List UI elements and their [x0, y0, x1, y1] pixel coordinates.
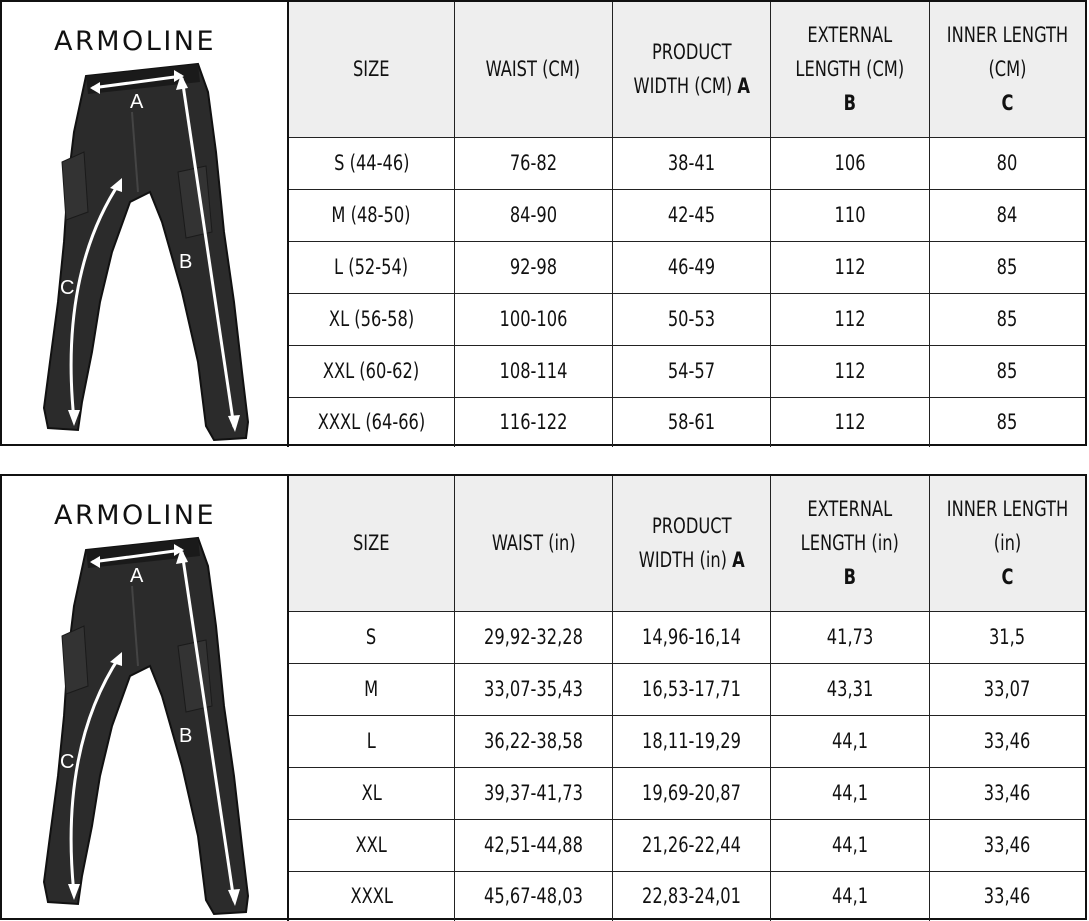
- cell-waist: 42,51-44,88: [454, 819, 612, 871]
- cell-inner: 85: [930, 241, 1085, 293]
- cell-external: 44,1: [771, 819, 930, 871]
- cell-external: 112: [771, 241, 930, 293]
- cell-waist: 116-122: [454, 397, 612, 447]
- pants-image: [2, 2, 287, 444]
- cell-external: 44,1: [771, 871, 930, 921]
- size-chart-cm: [0, 0, 1087, 446]
- product-illustration-panel: [2, 476, 287, 918]
- cell-external: 106: [771, 137, 930, 189]
- table-header-row: [288, 476, 1085, 611]
- cell-size: XXL (60-62): [288, 345, 454, 397]
- label-b: B: [179, 725, 193, 747]
- cell-width: 21,26-22,44: [612, 819, 771, 871]
- cell-inner: 33,07: [930, 663, 1085, 715]
- cell-external: 112: [771, 293, 930, 345]
- header-external-length: EXTERNAL LENGTH (in) B: [771, 476, 930, 611]
- brand-logo: ARMOLINE: [54, 26, 217, 57]
- table-row: [288, 871, 1085, 921]
- table-row: [288, 137, 1085, 189]
- cell-size: S: [288, 611, 454, 663]
- cell-inner: 80: [930, 137, 1085, 189]
- cell-external: 112: [771, 345, 930, 397]
- cell-external: 44,1: [771, 715, 930, 767]
- header-waist: WAIST (CM): [454, 2, 612, 137]
- header-size: SIZE: [288, 2, 454, 137]
- product-illustration-panel: [2, 2, 287, 444]
- label-a: A: [130, 91, 144, 113]
- cell-inner: 33,46: [930, 871, 1085, 921]
- header-product-width: PRODUCT WIDTH (in) A: [612, 476, 771, 611]
- header-size: SIZE: [288, 476, 454, 611]
- cell-width: 38-41: [612, 137, 771, 189]
- table-row: [288, 715, 1085, 767]
- cell-size: L (52-54): [288, 241, 454, 293]
- table-row: [288, 293, 1085, 345]
- table-row: [288, 663, 1085, 715]
- cell-waist: 84-90: [454, 189, 612, 241]
- size-table-cm: [287, 2, 1085, 447]
- table-header-row: [288, 2, 1085, 137]
- cell-waist: 45,67-48,03: [454, 871, 612, 921]
- cell-size: M: [288, 663, 454, 715]
- table-row: [288, 767, 1085, 819]
- table-row: [288, 189, 1085, 241]
- cell-width: 46-49: [612, 241, 771, 293]
- cell-inner: 85: [930, 345, 1085, 397]
- cell-width: 22,83-24,01: [612, 871, 771, 921]
- cell-waist: 39,37-41,73: [454, 767, 612, 819]
- size-chart-inches: [0, 474, 1087, 920]
- label-c: C: [60, 277, 75, 299]
- cell-external: 112: [771, 397, 930, 447]
- cell-inner: 33,46: [930, 819, 1085, 871]
- cell-width: 16,53-17,71: [612, 663, 771, 715]
- cell-waist: 92-98: [454, 241, 612, 293]
- cell-waist: 36,22-38,58: [454, 715, 612, 767]
- cell-inner: 33,46: [930, 715, 1085, 767]
- cell-size: XXXL (64-66): [288, 397, 454, 447]
- cell-width: 54-57: [612, 345, 771, 397]
- header-external-length: EXTERNAL LENGTH (CM) B: [771, 2, 930, 137]
- cell-width: 18,11-19,29: [612, 715, 771, 767]
- label-a: A: [130, 565, 144, 587]
- cell-inner: 85: [930, 293, 1085, 345]
- size-table-inches: [287, 476, 1085, 921]
- label-b: B: [179, 251, 193, 273]
- cell-waist: 29,92-32,28: [454, 611, 612, 663]
- header-product-width: PRODUCT WIDTH (CM) A: [612, 2, 771, 137]
- header-inner-length: INNER LENGTH (CM) C: [930, 2, 1085, 137]
- cell-inner: 84: [930, 189, 1085, 241]
- cell-external: 110: [771, 189, 930, 241]
- table-row: [288, 611, 1085, 663]
- cell-inner: 85: [930, 397, 1085, 447]
- label-c: C: [60, 751, 75, 773]
- cell-external: 44,1: [771, 767, 930, 819]
- cell-external: 41,73: [771, 611, 930, 663]
- cell-size: XL (56-58): [288, 293, 454, 345]
- cell-inner: 31,5: [930, 611, 1085, 663]
- cell-size: XL: [288, 767, 454, 819]
- table-row: [288, 345, 1085, 397]
- cell-size: M (48-50): [288, 189, 454, 241]
- header-waist: WAIST (in): [454, 476, 612, 611]
- pants-image: [2, 476, 287, 918]
- cell-width: 50-53: [612, 293, 771, 345]
- cell-waist: 100-106: [454, 293, 612, 345]
- cell-width: 14,96-16,14: [612, 611, 771, 663]
- table-row: [288, 241, 1085, 293]
- cell-size: S (44-46): [288, 137, 454, 189]
- cell-size: XXXL: [288, 871, 454, 921]
- cell-size: L: [288, 715, 454, 767]
- table-row: [288, 819, 1085, 871]
- cell-waist: 108-114: [454, 345, 612, 397]
- cell-waist: 76-82: [454, 137, 612, 189]
- header-inner-length: INNER LENGTH (in) C: [930, 476, 1085, 611]
- cell-size: XXL: [288, 819, 454, 871]
- cell-inner: 33,46: [930, 767, 1085, 819]
- cell-waist: 33,07-35,43: [454, 663, 612, 715]
- cell-width: 58-61: [612, 397, 771, 447]
- cell-width: 42-45: [612, 189, 771, 241]
- table-row: [288, 397, 1085, 447]
- cell-width: 19,69-20,87: [612, 767, 771, 819]
- brand-logo: ARMOLINE: [54, 500, 217, 531]
- cell-external: 43,31: [771, 663, 930, 715]
